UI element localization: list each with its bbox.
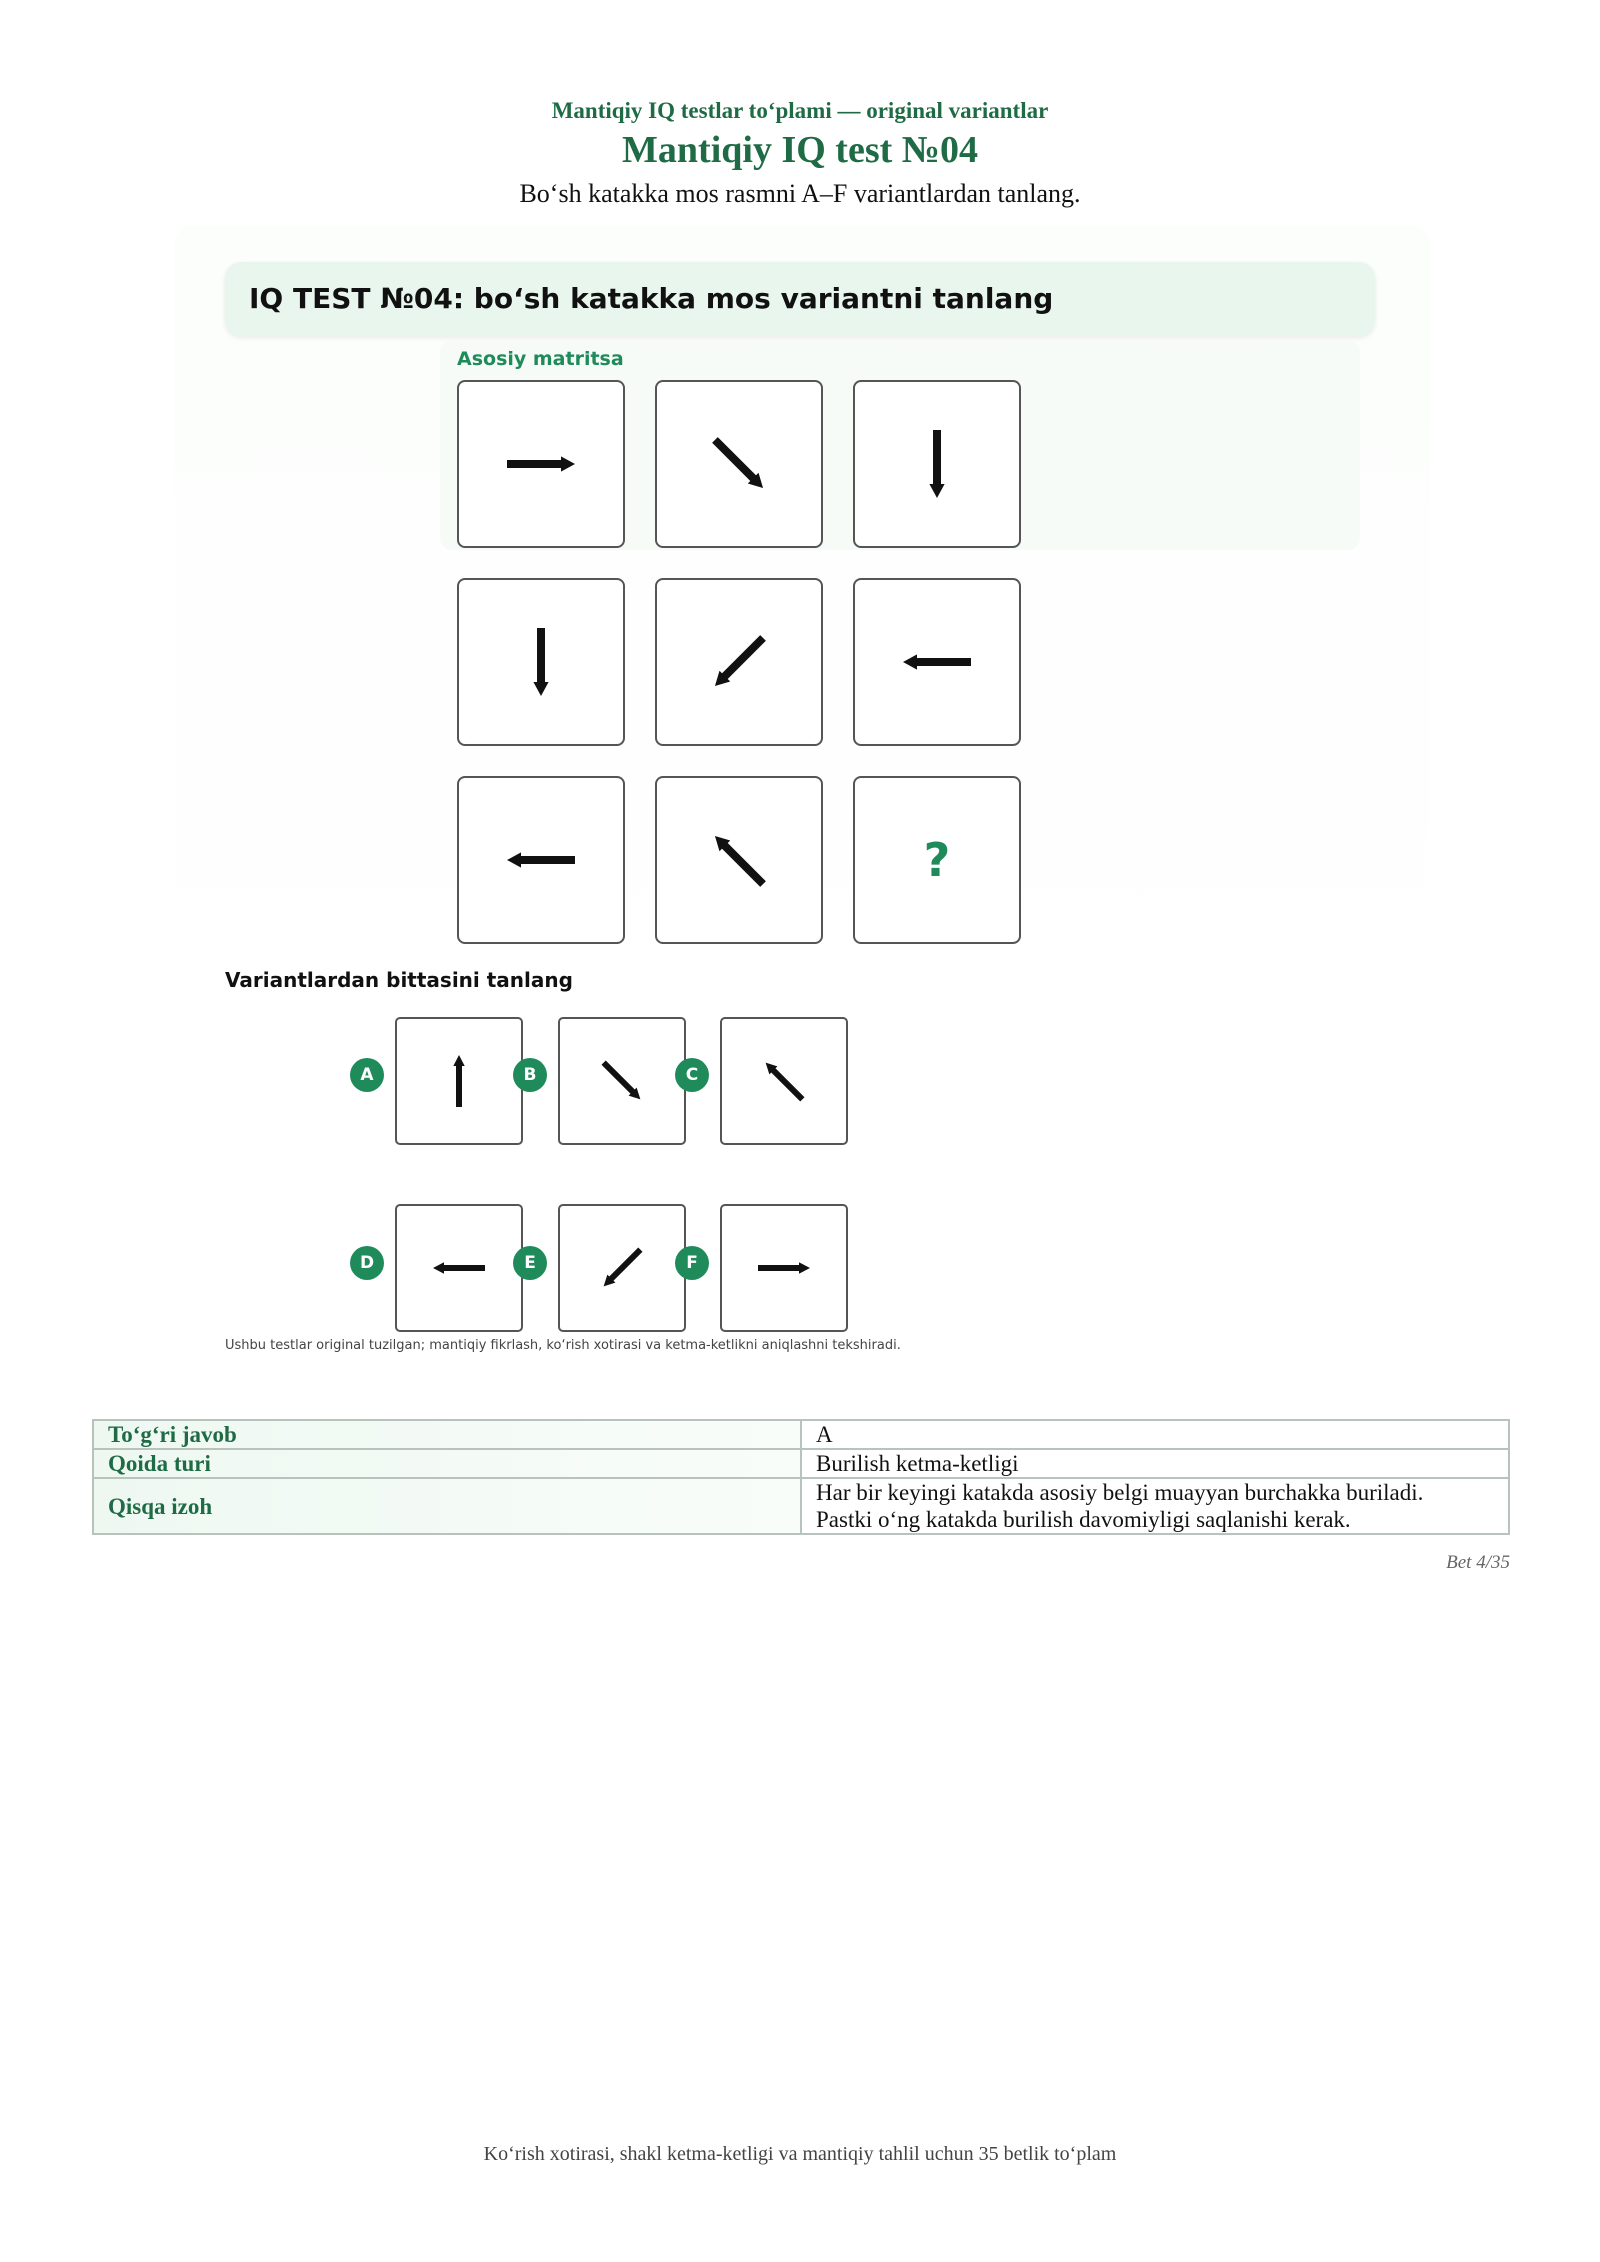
option-d[interactable]	[395, 1204, 523, 1332]
arrow-icon	[679, 800, 799, 920]
options-label: Variantlardan bittasini tanlang	[225, 968, 573, 992]
row-key-answer: To‘g‘ri javob	[93, 1420, 801, 1449]
arrow-icon	[734, 1218, 834, 1318]
option-badge-f: F	[675, 1246, 709, 1280]
arrow-icon	[481, 404, 601, 524]
arrow-icon	[481, 800, 601, 920]
explanation-line-2: Pastki o‘ng katakda burilish davomiyligi saqlanishi kerak.	[816, 1507, 1351, 1532]
row-key-rule: Qoida turi	[93, 1449, 801, 1478]
arrow-icon	[679, 602, 799, 722]
arrow-icon	[481, 602, 601, 722]
matrix-cell	[457, 380, 625, 548]
row-value-explanation	[801, 1478, 1509, 1534]
document-header	[0, 96, 1600, 212]
matrix-cell-missing	[853, 776, 1021, 944]
question-mark: ?	[923, 833, 951, 887]
matrix-label: Asosiy matritsa	[457, 348, 624, 370]
card-banner: IQ TEST №04: bo‘sh katakka mos variantni tanlang	[225, 262, 1375, 336]
arrow-icon	[679, 404, 799, 524]
arrow-icon	[572, 1031, 672, 1131]
page-title: Mantiqiy IQ test №04	[622, 129, 978, 171]
matrix-cell	[655, 380, 823, 548]
matrix-cell	[457, 776, 625, 944]
option-badge-c: C	[675, 1058, 709, 1092]
matrix-cell	[655, 776, 823, 944]
card-note: Ushbu testlar original tuzilgan; mantiqiy fikrlash, ko‘rish xotirasi va ketma-ketlikni aniqlashni tekshiradi.	[225, 1338, 901, 1353]
option-b[interactable]	[558, 1017, 686, 1145]
option-e[interactable]	[558, 1204, 686, 1332]
matrix-cell	[853, 578, 1021, 746]
table-row	[93, 1449, 1509, 1478]
answer-table	[92, 1419, 1510, 1535]
option-badge-e: E	[513, 1246, 547, 1280]
row-value-rule: Burilish ketma-ketligi	[801, 1449, 1509, 1478]
matrix-cell	[853, 380, 1021, 548]
arrow-icon	[877, 602, 997, 722]
instruction-text: Bo‘sh katakka mos rasmni A–F variantlardan tanlang.	[519, 179, 1081, 208]
option-badge-a: A	[350, 1058, 384, 1092]
series-title: Mantiqiy IQ testlar to‘plami — original variantlar	[551, 98, 1049, 123]
arrow-icon	[572, 1218, 672, 1318]
arrow-icon	[409, 1218, 509, 1318]
matrix-cell	[457, 578, 625, 746]
option-c[interactable]	[720, 1017, 848, 1145]
row-key-explanation: Qisqa izoh	[93, 1478, 801, 1534]
arrow-icon	[734, 1031, 834, 1131]
page-footer: Ko‘rish xotirasi, shakl ketma-ketligi va mantiqiy tahlil uchun 35 betlik to‘plam	[483, 2143, 1117, 2165]
page-number: Bet 4/35	[1446, 1552, 1510, 1573]
option-f[interactable]	[720, 1204, 848, 1332]
arrow-icon	[877, 404, 997, 524]
row-value-answer: A	[801, 1420, 1509, 1449]
matrix-cell	[655, 578, 823, 746]
option-badge-b: B	[513, 1058, 547, 1092]
table-row	[93, 1478, 1509, 1534]
table-row	[93, 1420, 1509, 1449]
explanation-line-1: Har bir keyingi katakda asosiy belgi muayyan burchakka buriladi.	[816, 1480, 1424, 1505]
arrow-icon	[409, 1031, 509, 1131]
option-a[interactable]	[395, 1017, 523, 1145]
option-badge-d: D	[350, 1246, 384, 1280]
